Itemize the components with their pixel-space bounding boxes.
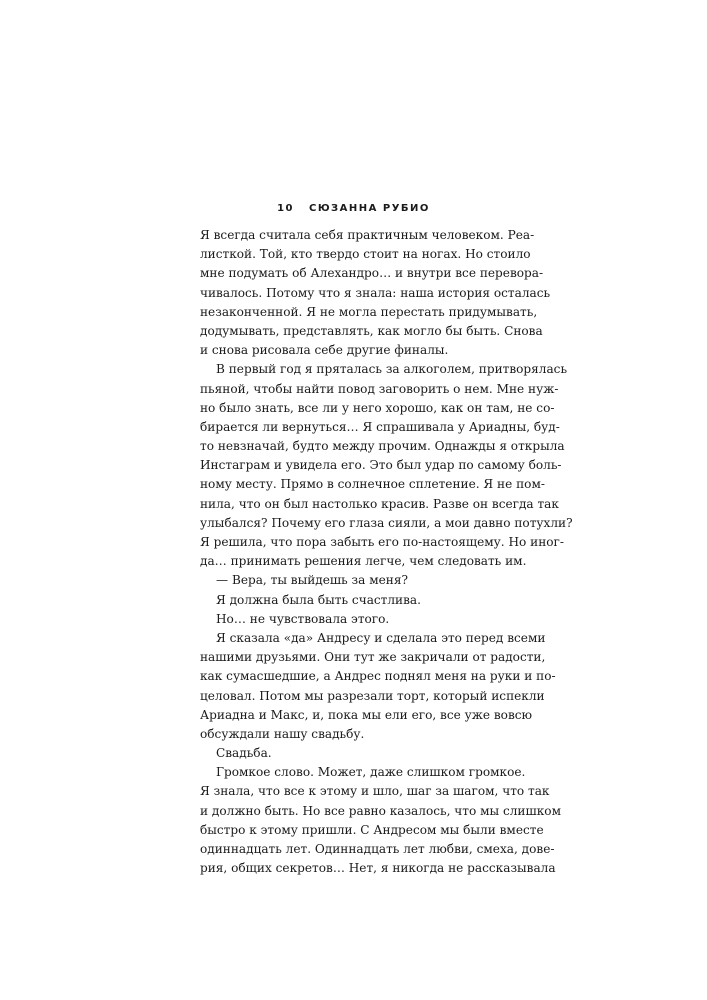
running-head — [200, 203, 507, 214]
running-head-author: СЮЗАННА РУБИО — [308, 203, 430, 214]
text-line: одиннадцать лет. Одиннадцать лет любви, смеха, дове- — [200, 842, 555, 856]
text-line: Я решила, что пора забыть его по-настоящему. Но иног- — [200, 535, 564, 549]
text-line: Громкое слово. Может, даже слишком громкое. — [216, 765, 526, 780]
text-line: Я сказала «да» Андресу и сделала это перед всеми — [216, 630, 546, 645]
text-line: Свадьба. — [216, 746, 272, 761]
text-line: быстро к этому пришли. С Андресом мы были вместе — [200, 822, 544, 837]
text-line: обсуждали нашу свадьбу. — [200, 726, 365, 741]
text-line: но было знать, все ли у него хорошо, как он там, не со- — [200, 400, 555, 415]
text-line: пьяной, чтобы найти повод заговорить о нем. Мне нуж- — [200, 381, 559, 396]
page-number: 10 — [277, 203, 294, 214]
text-line: додумывать, представлять, как могло бы быть. Снова — [200, 323, 543, 338]
text-line: Я должна была быть счастлива. — [216, 592, 421, 607]
text-line: то невзначай, будто между прочим. Однажды я открыла — [200, 439, 565, 454]
text-line: чивалось. Потому что я знала: наша история осталась — [200, 285, 551, 300]
text-line: и снова рисовала себе другие финалы. — [200, 343, 449, 358]
text-line: рия, общих секретов… Нет, я никогда не рассказывала — [200, 861, 556, 876]
text-line: ному месту. Прямо в солнечное сплетение. Я не пом- — [200, 477, 545, 492]
text-line: Инстаграм и увидела его. Это был удар по самому боль- — [200, 458, 562, 473]
text-line: бирается ли вернуться… Я спрашивала у Ариадны, буд- — [200, 419, 560, 434]
text-line: незаконченной. Я не могла перестать придумывать, — [200, 304, 538, 319]
text-line: да… принимать решения легче, чем следовать им. — [200, 554, 527, 569]
text-line: и должно быть. Но все равно казалось, что мы слишком — [200, 803, 561, 818]
text-line: Но… не чувствовала этого. — [216, 611, 390, 626]
text-line: нашими друзьями. Они тут же закричали от радости, — [200, 650, 546, 665]
text-line: нила, что он был настолько красив. Разве он всегда так — [200, 496, 559, 511]
text-line: Я знала, что все к этому и шло, шаг за шагом, что так — [200, 784, 550, 799]
text-line: В первый год я пряталась за алкоголем, притворялась — [216, 362, 568, 377]
text-line: Ариадна и Макс, и, пока мы ели его, все уже вовсю — [200, 707, 533, 722]
text-line: целовал. Потом мы разрезали торт, который испекли — [200, 688, 545, 703]
text-line: как сумасшедшие, а Андрес поднял меня на руки и по- — [200, 669, 556, 684]
text-line: мне подумать об Алехандро… и внутри все перевора- — [200, 266, 544, 281]
text-line: листкой. Той, кто твердо стоит на ногах. Но стоило — [200, 247, 531, 262]
text-line: Я всегда считала себя практичным человеком. Реа- — [200, 228, 535, 242]
dialogue-line: — Вера, ты выйдешь за меня? — [216, 573, 408, 588]
text-line: улыбался? Почему его глаза сияли, а мои давно потухли? — [200, 515, 573, 530]
body-text — [200, 226, 573, 878]
